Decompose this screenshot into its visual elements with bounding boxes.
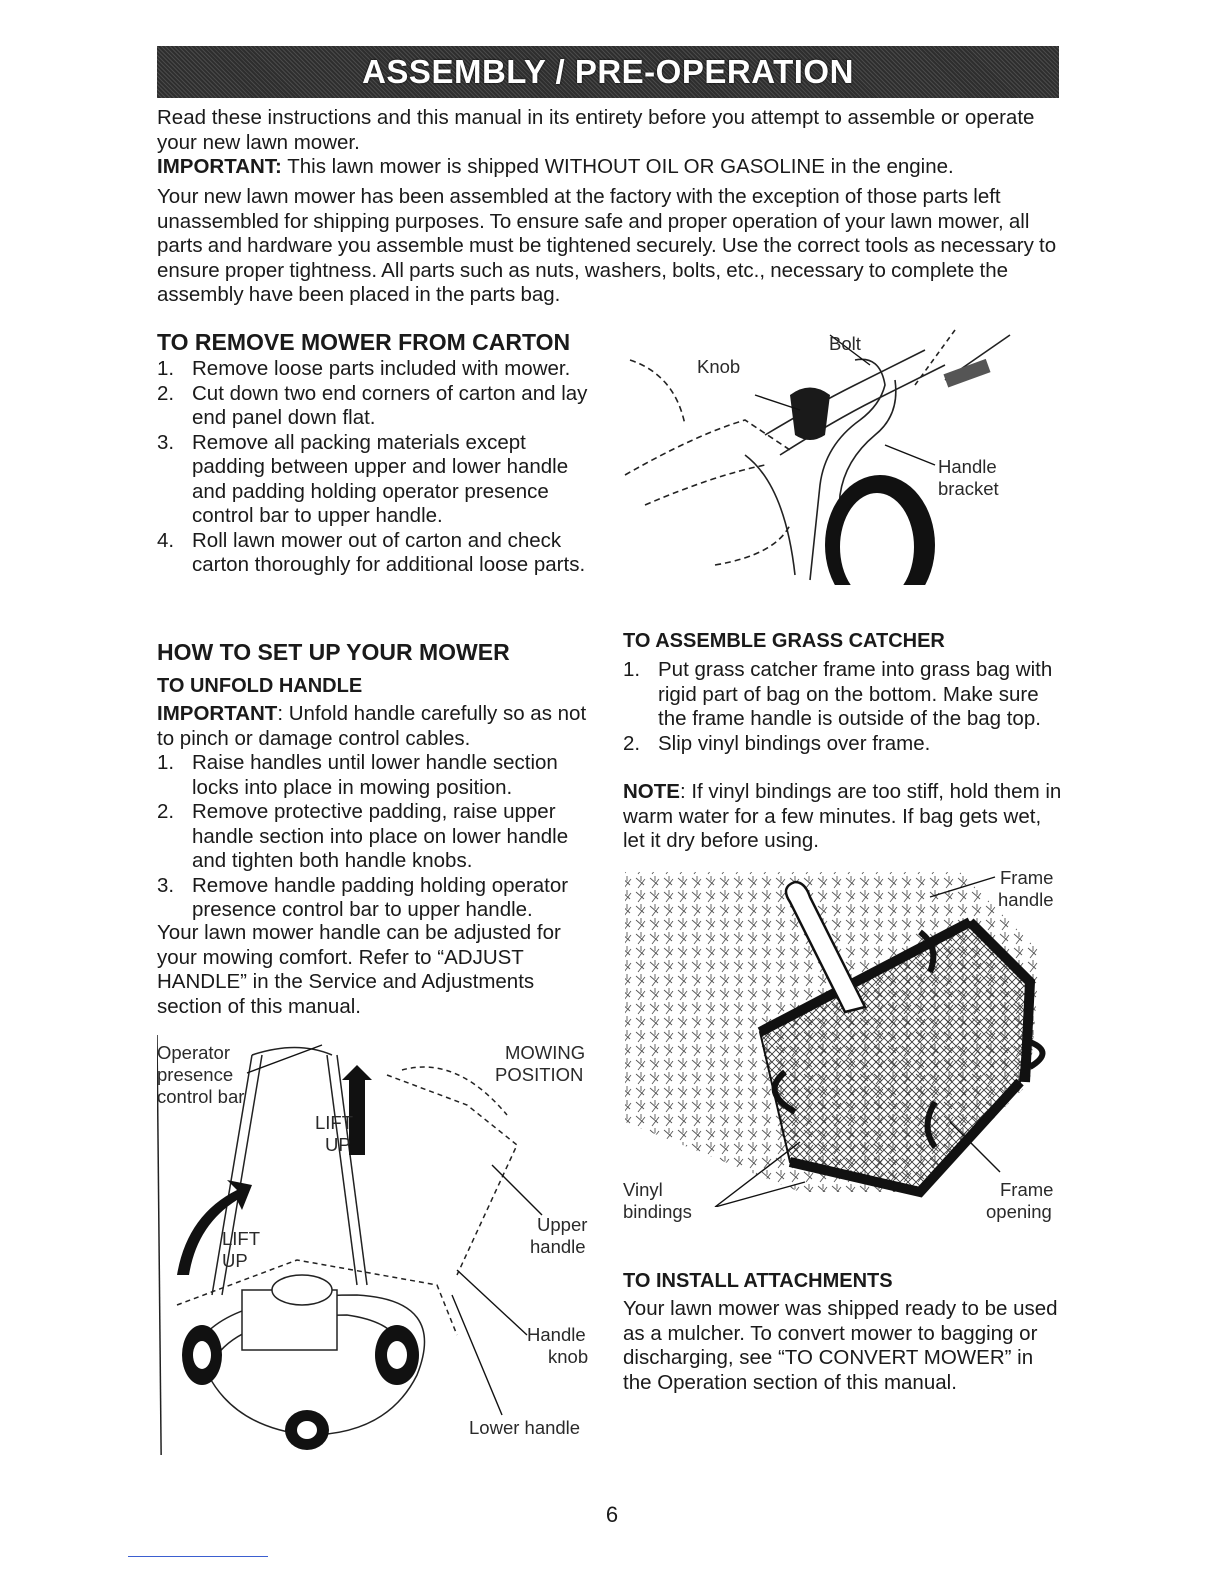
bolt-label: Bolt [829, 333, 861, 354]
operator-label-3: control bar [157, 1086, 245, 1107]
frame-opening-label-2: opening [986, 1201, 1052, 1222]
setup-heading: HOW TO SET UP YOUR MOWER [157, 639, 510, 665]
list-item: 3. Remove all packing materials except padding between upper and lower handle and padding holding operator presence control bar to upper handle. [157, 430, 569, 527]
handle-knob-label-2: knob [548, 1346, 589, 1367]
unfold-steps-list [157, 751, 597, 923]
important-label: IMPORTANT: [157, 155, 282, 178]
list-item: 1. Remove loose parts included with mower. [157, 357, 571, 380]
mowing-label-2: POSITION [495, 1064, 584, 1085]
frame-handle-label-1: Frame [1000, 867, 1054, 888]
grass-catcher-heading: TO ASSEMBLE GRASS CATCHER [623, 630, 945, 652]
footer-rule [128, 1556, 268, 1557]
attachments-heading: TO INSTALL ATTACHMENTS [623, 1270, 893, 1292]
list-item: 4. Roll lawn mower out of carton and check carton thoroughly for additional loose parts. [157, 528, 586, 576]
list-item: 2. Cut down two end corners of carton and lay end panel down flat. [157, 381, 588, 429]
operator-label-1: Operator [157, 1042, 231, 1063]
lift-up-label-2b: UP [222, 1250, 248, 1271]
grass-catcher-steps-list [623, 658, 1063, 756]
unfold-handle-heading: TO UNFOLD HANDLE [157, 675, 363, 697]
attachments-paragraph: Your lawn mower was shipped ready to be used as a mulcher. To convert mower to bagging or discharging, see “TO CONVERT MOWER” in the Operation section of this manual. [623, 1297, 1058, 1394]
list-item: 1. Raise handles until lower handle section locks into place in mowing position. [157, 751, 558, 799]
important-shipping-note [157, 155, 1062, 180]
upper-handle-label-2: handle [530, 1236, 586, 1257]
vinyl-bindings-label-1: Vinyl [623, 1179, 663, 1200]
lift-up-label-2a: LIFT [222, 1228, 261, 1249]
knob-label: Knob [697, 356, 741, 377]
operator-label-2: presence [157, 1064, 234, 1085]
knob-shape [790, 388, 830, 441]
vinyl-bindings-label-2: bindings [623, 1201, 692, 1222]
lift-up-label-1b: UP [325, 1134, 351, 1155]
bolt-shape [943, 359, 990, 388]
list-item: 2. Remove protective padding, raise upper handle section into place on lower handle and tighten both handle knobs. [157, 800, 569, 872]
adjust-handle-paragraph: Your lawn mower handle can be adjusted for your mowing comfort. Refer to “ADJUST HANDLE” in the Service and Adjustments section of this manual. [157, 921, 561, 1018]
frame-handle-label-2: handle [998, 889, 1054, 910]
assembly-paragraph: Your new lawn mower has been assembled at the factory with the exception of those parts left unassembled for shipping purposes. To ensure safe and proper operation of your lawn mower, all parts and hardware you assemble must be tightened securely. Use the correct tools as necessary to ensure proper tightness. All parts such as nuts, washers, bolts, etc., necessary to complete the assembly have been placed in the parts bag. [157, 185, 1057, 306]
section-title: ASSEMBLY / PRE-OPERATION [362, 53, 854, 90]
grass-catcher-illustration [620, 862, 1060, 1207]
list-item: 2. Slip vinyl bindings over frame. [623, 731, 931, 755]
handle-bracket-label-1: Handle [938, 456, 997, 477]
handle-bracket-label-2: bracket [938, 478, 999, 499]
handle-bracket-illustration [615, 325, 1060, 585]
section-title-banner [157, 46, 1059, 98]
mowing-label-1: MOWING [505, 1042, 586, 1063]
handle-knob-label-1: Handle [527, 1324, 586, 1345]
page-number: 6 [605, 1502, 619, 1527]
list-item: 3. Remove handle padding holding operator presence control bar to upper handle. [157, 873, 569, 921]
lower-handle-label: Lower handle [469, 1417, 581, 1438]
lift-up-label-1a: LIFT [315, 1112, 354, 1133]
upper-handle-label-1: Upper [537, 1214, 588, 1235]
remove-steps-list [157, 357, 597, 578]
important-text: This lawn mower is shipped WITHOUT OIL OR GASOLINE in the engine. [281, 155, 954, 178]
vinyl-note: NOTE: If vinyl bindings are too stiff, hold them in warm water for a few minutes. If bag gets wet, let it dry before using. [623, 780, 1062, 852]
frame-opening-label-1: Frame [1000, 1179, 1054, 1200]
unfold-important-note: IMPORTANT: Unfold handle carefully so as not to pinch or damage control cables. [157, 702, 587, 750]
remove-heading: TO REMOVE MOWER FROM CARTON [157, 329, 571, 355]
list-item: 1. Put grass catcher frame into grass bag with rigid part of bag on the bottom. Make sure the frame handle is outside of the bag top. [623, 658, 1053, 730]
intro-paragraph: Read these instructions and this manual in its entirety before you attempt to assemble or operate your new lawn mower. [157, 106, 1035, 154]
